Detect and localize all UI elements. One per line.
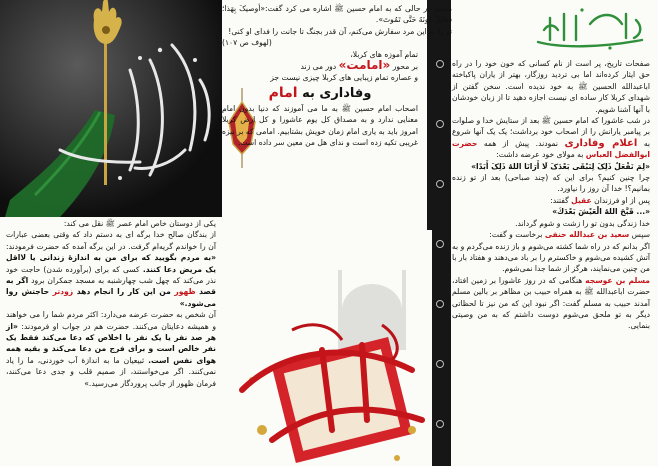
- paragraph: و عصاره تمام زیبایی های کربلا چیزی نیست جز: [270, 73, 418, 83]
- section-title: [222, 84, 452, 103]
- bold-text: اگر به قصد: [6, 276, 217, 297]
- paragraph: صفحات تاریخ، پر است از نام کسانی که خون خود را در راه حق ایثار کرده‌اند اما بی تردید روزگار، بهتر از یاران پاکباخته ابا‌عبدالله الحسین ﷺ به خود ندیده است. سخن گفتن از شهدای کربلا کار ساده ای نیست اجازه دهید تا از زبان خودشان با آنها آشنا شویم.: [452, 59, 650, 114]
- highlight-text: ظهور: [174, 287, 196, 297]
- highlight-text: زودتر: [52, 287, 74, 297]
- bold-text: «از هر صد نفر یا یک نفر با اخلاص که دعا می‌کند فقط یک نفر خالص است و برای فرج من دعا می‌کند و بقیه همه هوای نفس است.: [6, 321, 217, 365]
- text: گفتند:: [550, 195, 569, 205]
- paragraph: [452, 115, 650, 161]
- paragraph: تمام آموزه های کربلا،: [350, 49, 418, 59]
- highlight-text: عقیل: [571, 195, 592, 205]
- quote: «لِمَ نَفْعَلُ ذَلِکَ لِنَبْقَى بَعْدَکَ لَا أَرَانَا اللهُ ذَلِکَ أَبَدًا»: [471, 161, 650, 171]
- paragraph: [6, 229, 216, 309]
- paragraph: [452, 229, 650, 240]
- paragraph: چرا چنین کنیم؟ برای این که (چند صباحی) بعد از تو زنده بمانیم؟! خدا آن روز را نیاورد.: [452, 173, 650, 194]
- paragraph: [222, 60, 452, 72]
- paragraph: [452, 275, 650, 332]
- right-column: [452, 58, 650, 332]
- text: ثبیعیان ما به اندازهٔ آب خوردنی، ما را یاد نمی‌کنند. اگر می‌خواستند، از صمیم قلب و جدی دعا می‌کنند، فرمان ظهور از جانب پروردگار می‌رسید.»: [6, 355, 216, 388]
- citation: (لهوف ص ۱۰۷): [222, 38, 272, 48]
- highlight-text: سعید بن عبدالله حنفی: [544, 230, 630, 240]
- text: نمودند. پیش از همه: [483, 138, 559, 148]
- bead-icon: [436, 360, 444, 368]
- text: بر محور: [392, 62, 418, 72]
- quote: «... قَبَّحَ اللهُ الْعَيْشَ بَعْدَكَ»: [552, 207, 650, 217]
- illustration-image: [222, 230, 432, 466]
- paragraph: اصحاب امام حسین ﷺ به ما می آموزند که دنیا بدون امام معنایی ندارد و به مصداق کل یوم عاشورا و کل ارض کربلا امروز باید به یاری امام زمان خویش بشتابیم. امامی که بر نیزه غریبی تکیه زده است و ندای هل من معین سر داده است.: [222, 103, 418, 148]
- highlight-text: اعلام وفاداری: [564, 137, 638, 149]
- text: سپس: [631, 230, 650, 240]
- highlight-text: حضرت ابوالفضل العباس: [452, 138, 650, 160]
- bismillah-calligraphy-icon: [530, 4, 650, 54]
- text: هنگامی که در روز عاشورا بر زمین افتاد، حضرت اباعبدالله ﷺ به همراه حبیب بن مظاهر بر بالین مسلم آمدند حبیب به مسلم گفت: اگر نبود این که من نیز تا لحظاتی دیگر به تو ملحق می‌شوم دوست داشتم که به من وصیتی بنمایی.: [452, 275, 650, 331]
- text: آن شخص به حضرت عرضه می‌دارد: اکثر مردم شما را می خواهند و همیشه دعایتان می‌کنند. حضرت هم در جواب او فرمودند:: [6, 310, 216, 331]
- middle-column: [222, 3, 452, 148]
- bead-icon: [436, 300, 444, 308]
- paragraph: تو را به این مرد سفارش می‌کنم، آن قدر بجنگ تا جانت را فدای او کنی!: [228, 26, 452, 36]
- bead-icon: [436, 180, 444, 188]
- text: به مولای خود عرضه داشت:: [496, 150, 584, 160]
- poster-artwork-icon: [0, 0, 222, 217]
- left-column: [6, 218, 216, 389]
- bold-text: حاجتش روا می‌شود.»: [6, 287, 216, 308]
- title-text: وفاداری به: [302, 85, 372, 101]
- text: در شب عاشورا که امام حسین ﷺ بعد از ستایش خدا و صلوات بر پیامبر یارانش را از اصحاب خود برداشت؛ یک یک آنها شروع به: [452, 116, 650, 148]
- paragraph: [6, 309, 216, 389]
- bold-text: «به مردم بگویید که برای من به اندازهٔ زندانی یا لااقل یک مریض دعا کنند.: [6, 253, 216, 274]
- highlight-text: «امامت»: [338, 58, 391, 73]
- text: پس از او فرزندان: [594, 195, 650, 205]
- shrine-artwork-icon: [222, 230, 432, 466]
- text: برخاست و گفت:: [489, 230, 543, 240]
- paragraph: یکی از دوستان خاص امام عصر ﷺ نقل می کند:: [63, 219, 216, 228]
- text: از بندگان صالح خدا برگه ای به دستم داد که وقتی بعضی عبارات آن را خواندم گریه‌ام گرفت. در این برگه آمده که حضرت فرمودند:: [6, 230, 216, 251]
- bold-text: من این کار را انجام دهد: [76, 287, 171, 297]
- highlight-text: مسلم بن عوسجه: [585, 275, 650, 285]
- title-highlight: امام: [268, 84, 298, 101]
- poster-image: [0, 0, 222, 217]
- paragraph: خدا زندگی بدون تو را زشت و شوم گرداند.: [515, 218, 650, 228]
- paragraph: مسلم در حالی که به امام حسین ﷺ اشاره می کرد گفت:«أوصيکَ بِهَذا؛ فقاتِلْ دُونَهُ حَتَّى تَمُوتَ».: [222, 4, 452, 25]
- text: دور می زند: [300, 62, 337, 72]
- paragraph: [452, 195, 650, 206]
- paragraph: اگر بدانم که در راه شما کشته می‌شوم و باز زنده می‌گردم و به آتش کشیده می‌شوم و خاکسترم را بر باد می‌دهند و هفتاد بار با من چنین می‌نمایند، هرگز از شما جدا نمی‌شوم.: [451, 241, 650, 274]
- bead-icon: [436, 240, 444, 248]
- text: کسی که برای (برآورده شدن) حاجت خود نذر می‌کند که چهل شب چهارشنبه به مسجد جمکران برود: [6, 264, 216, 286]
- bead-icon: [436, 420, 444, 428]
